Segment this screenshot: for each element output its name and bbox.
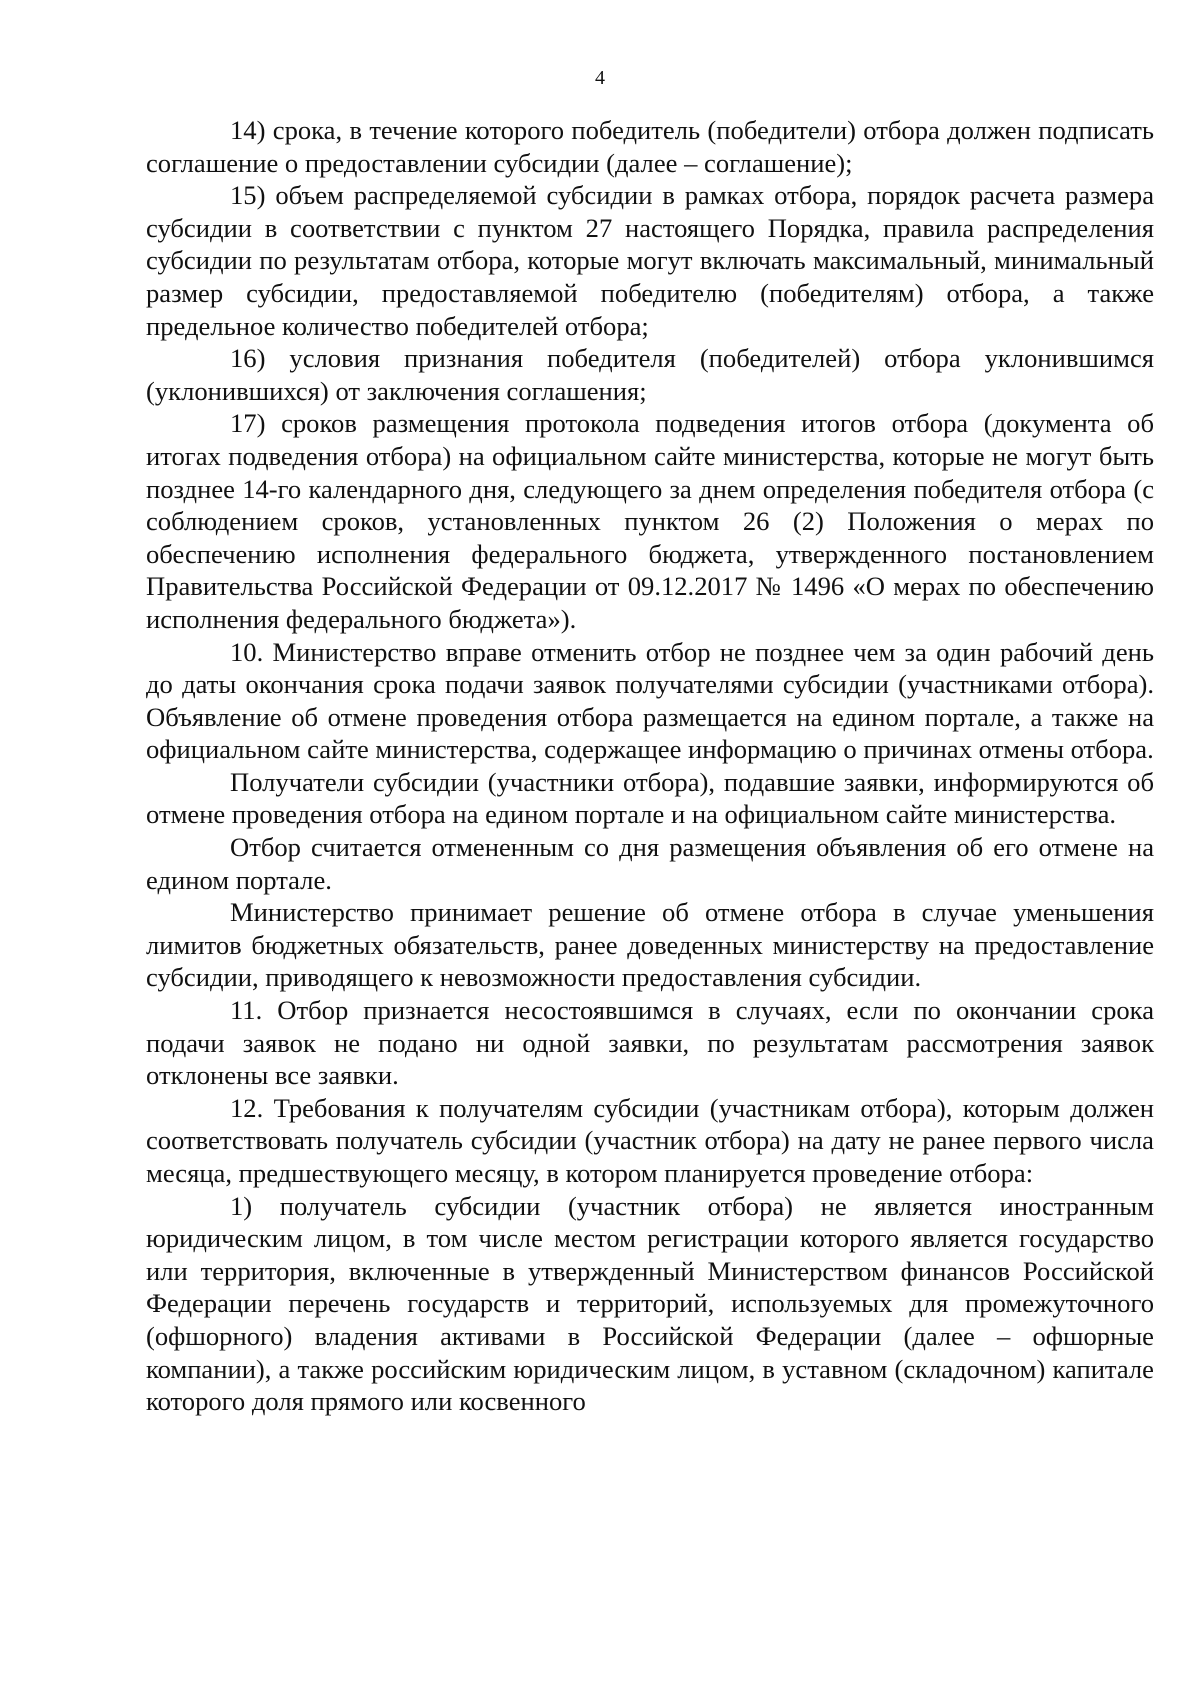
page-number: 4 <box>595 67 605 89</box>
paragraph-recipients-informed: Получатели субсидии (участники отбора), подавшие заявки, информируются об отмене проведения отбора на едином портале и на официальном сайте министерства. <box>146 766 1154 830</box>
paragraph-cancellation-effective: Отбор считается отмененным со дня размещения объявления об его отмене на едином портале. <box>146 832 1154 895</box>
paragraph-section-12: 12. Требования к получателям субсидии (участникам отбора), которым должен соответствовать получатель субсидии (участник отбора) на дату не ранее первого числа месяца, предшествующего месяцу, в котором планируется проведение отбора: <box>146 1092 1154 1188</box>
paragraph-section-11: 11. Отбор признается несостоявшимся в случаях, если по окончании срока подачи заявок не подано ни одной заявки, по результатам рассмотрения заявок отклонены все заявки. <box>146 995 1154 1091</box>
paragraph-requirement-1: 1) получатель субсидии (участник отбора) не является иностранным юридическим лицом, в том числе местом регистрации которого является государство или территория, включенные в утвержденный Министерством финансов Российской Федерации перечень государств и территорий, используемых для промежуточного (офшорного) владения активами в Российской Федерации (далее – офшорные компании), а также российским юридическим лицом, в уставном (складочном) капитале которого доля прямого или косвенного <box>146 1190 1154 1417</box>
paragraph-item-14: 14) срока, в течение которого победитель (победители) отбора должен подписать соглашение о предоставлении субсидии (далее – соглашение); <box>146 115 1154 178</box>
paragraph-cancellation-decision: Министерство принимает решение об отмене отбора в случае уменьшения лимитов бюджетных обязательств, ранее доведенных министерству на предоставление субсидии, приводящего к невозможности предоставления субсидии. <box>146 897 1154 993</box>
document-body <box>146 114 1154 1418</box>
paragraph-item-16: 16) условия признания победителя (победителей) отбора уклонившимся (уклонившихся) от заключения соглашения; <box>146 343 1154 406</box>
paragraph-section-10: 10. Министерство вправе отменить отбор не позднее чем за один рабочий день до даты окончания срока подачи заявок получателями субсидии (участниками отбора). Объявление об отмене проведения отбора размещается на едином портале, а также на официальном сайте министерства, содержащее информацию о причинах отмены отбора. <box>146 636 1154 765</box>
paragraph-item-17: 17) сроков размещения протокола подведения итогов отбора (документа об итогах подведения отбора) на официальном сайте министерства, которые не могут быть позднее 14-го календарного дня, следующего за днем определения победителя отбора (с соблюдением сроков, установленных пунктом 26 (2) Положения о мерах по обеспечению исполнения федерального бюджета, утвержденного постановлением Правительства Российской Федерации от 09.12.2017 № 1496 «О мерах по обеспечению исполнения федерального бюджета»). <box>146 408 1154 634</box>
paragraph-item-15: 15) объем распределяемой субсидии в рамках отбора, порядок расчета размера субсидии в соответствии с пунктом 27 настоящего Порядка, правила распределения субсидии по результатам отбора, которые могут включать максимальный, минимальный размер субсидии, предоставляемой победителю (победителям) отбора, а также предельное количество победителей отбора; <box>146 180 1154 341</box>
